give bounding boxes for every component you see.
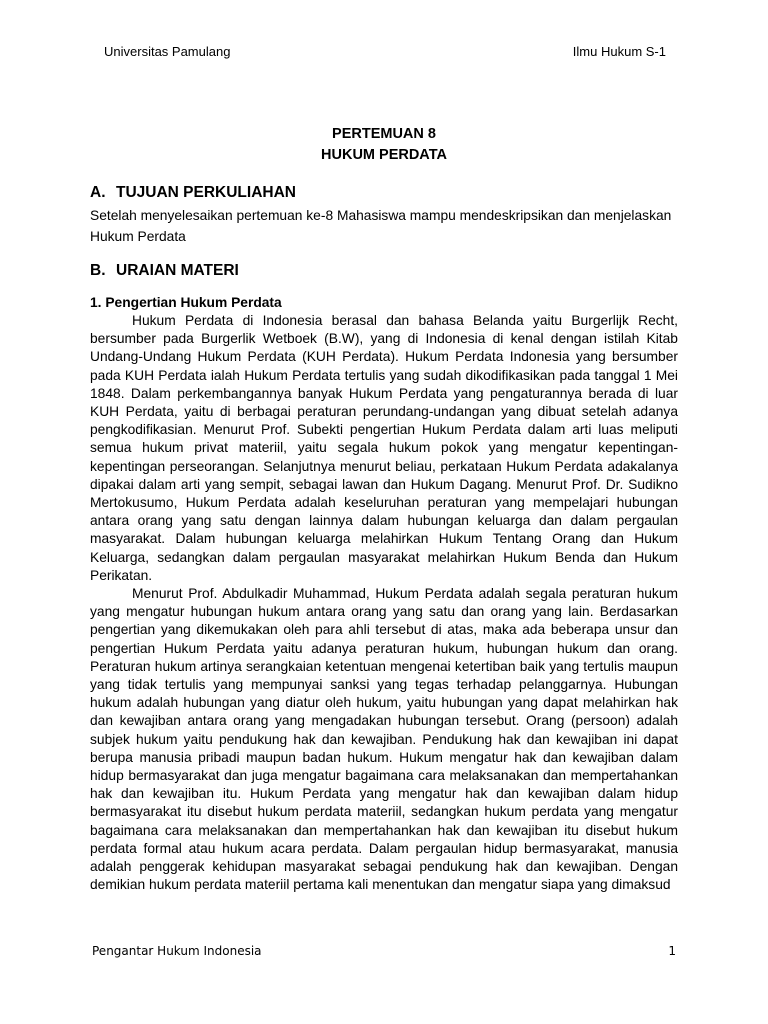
section-letter-a: A. xyxy=(90,184,106,201)
page-header xyxy=(104,44,666,59)
document-body xyxy=(90,124,678,895)
section-heading-b xyxy=(90,262,678,280)
section-title-b: URAIAN MATERI xyxy=(116,262,239,279)
document-title xyxy=(90,124,678,166)
body-paragraph-1: Hukum Perdata di Indonesia berasal dan bahasa Belanda yaitu Burgerlijk Recht, bersumber pada Burgerlik Wetboek (B.W), yang di Indonesia di kenal dengan istilah Kitab Undang-Undang Hukum Perdata (KUH Perdata). Hukum Perdata Indonesia yang bersumber pada KUH Perdata ialah Hukum Perdata tertulis yang sudah dikodifikasikan pada tanggal 1 Mei 1848. Dalam perkembangannya banyak Hukum Perdata yang pengaturannya berada di luar KUH Perdata, yaitu di berbagai peraturan perundang-undangan yang dibuat setelah adanya pengkodifikasian. Menurut Prof. Subekti pengertian Hukum Perdata dalam arti luas meliputi semua hukum privat materiil, yaitu segala hukum pokok yang mengatur kepentingan-kepentingan perseorangan. Selanjutnya menurut beliau, perkataan Hukum Perdata adakalanya dipakai dalam arti yang sempit, sebagai lawan dan Hukum Dagang. Menurut Prof. Dr. Sudikno Mertokusumo, Hukum Perdata adalah keseluruhan peraturan yang mempelajari hubungan antara orang yang satu dengan lainnya dalam hubungan keluarga dan dalam pergaulan masyarakat. Dalam hubungan keluarga melahirkan Hukum Tentang Orang dan Hukum Keluarga, sedangkan dalam pergaulan masyarakat melahirkan Hukum Benda dan Hukum Perikatan. xyxy=(90,313,678,583)
section-a-text: Setelah menyelesaikan pertemuan ke-8 Mahasiswa mampu mendeskripsikan dan menjelaskan Hukum Perdata xyxy=(90,208,672,244)
section-uraian xyxy=(90,262,678,895)
footer-course-title: Pengantar Hukum Indonesia xyxy=(92,944,262,958)
page-number: 1 xyxy=(668,944,676,958)
section-letter-b: B. xyxy=(90,262,106,279)
header-institution: Universitas Pamulang xyxy=(104,44,231,59)
header-program: Ilmu Hukum S-1 xyxy=(572,44,666,59)
section-heading-a xyxy=(90,184,678,202)
title-line-1: PERTEMUAN 8 xyxy=(332,126,436,142)
section-tujuan xyxy=(90,184,678,247)
section-title-a: TUJUAN PERKULIAHAN xyxy=(116,184,296,201)
title-line-2: HUKUM PERDATA xyxy=(321,147,447,163)
subsection-heading: 1. Pengertian Hukum Perdata xyxy=(90,295,282,310)
page-footer xyxy=(92,944,676,958)
body-paragraph-2: Menurut Prof. Abdulkadir Muhammad, Hukum Perdata adalah segala peraturan hukum yang mengatur hubungan hukum antara orang yang satu dan orang yang lain. Berdasarkan pengertian yang dikemukakan oleh para ahli tersebut di atas, maka ada beberapa unsur dan pengertian Hukum Perdata yaitu adanya peraturan hukum, hubungan hukum dan orang. Peraturan hukum artinya serangkaian ketentuan mengenai ketertiban baik yang tertulis maupun yang tidak tertulis yang mempunyai sanksi yang tegas terhadap pelanggarnya. Hubungan hukum adalah hubungan yang diatur oleh hukum, yaitu hubungan yang dapat melahirkan hak dan kewajiban antara orang yang mengadakan hubungan tersebut. Orang (persoon) adalah subjek hukum yaitu pendukung hak dan kewajiban. Pendukung hak dan kewajiban ini dapat berupa manusia pribadi maupun badan hukum. Hukum mengatur hak dan kewajiban dalam hidup bermasyarakat dan juga mengatur bagaimana cara melaksanakan dan mempertahankan hak dan kewajiban itu. Hukum Perdata yang mengatur hak dan kewajiban dalam hidup bermasyarakat itu disebut hukum perdata materiil, sedangkan hukum perdata yang mengatur bagaimana cara melaksanakan dan mempertahankan hak dan kewajiban itu disebut hukum perdata formal atau hukum acara perdata. Dalam pergaulan hidup bermasyarakat, manusia adalah penggerak kehidupan masyarakat sebagai pendukung hak dan kewajiban. Dengan demikian hukum perdata materiil pertama kali menentukan dan mengatur siapa yang dimaksud xyxy=(90,586,678,893)
